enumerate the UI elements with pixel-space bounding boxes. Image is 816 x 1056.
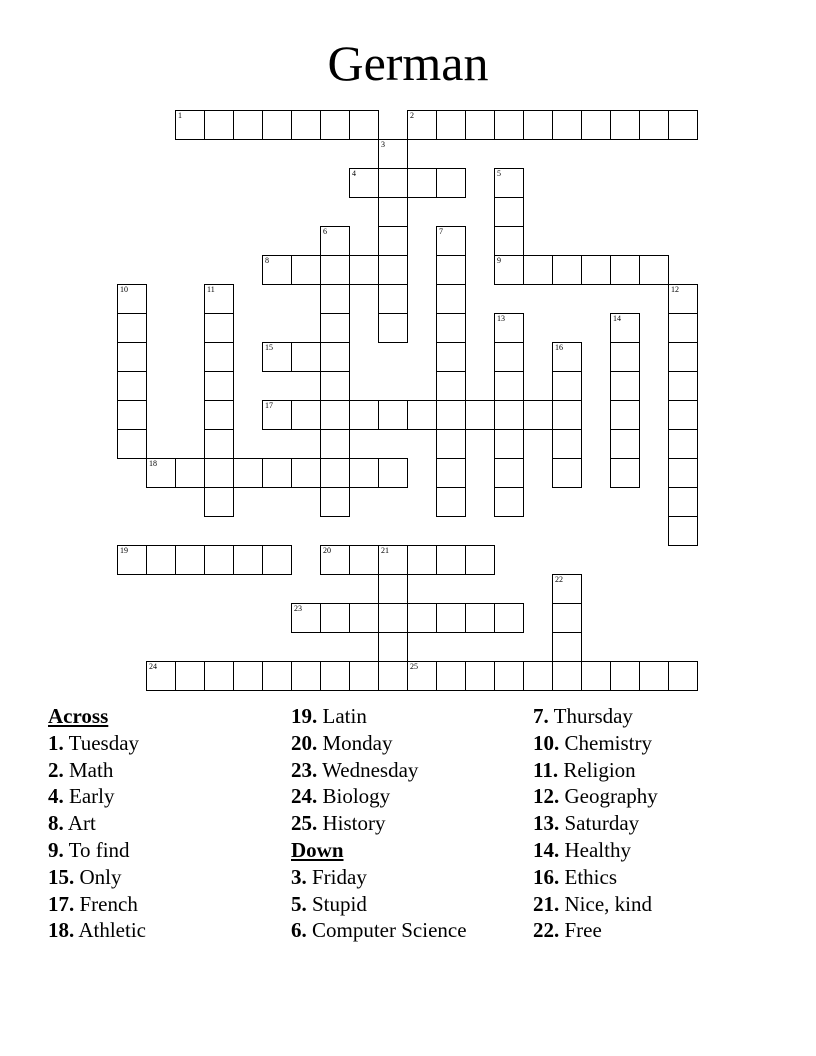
clue-column-3 xyxy=(533,703,658,944)
grid-cell[interactable] xyxy=(320,429,350,459)
clue-number-label: 11. xyxy=(533,757,559,782)
clue-text: Biology xyxy=(317,784,391,809)
grid-cell[interactable] xyxy=(407,168,437,198)
grid-cell[interactable] xyxy=(175,110,205,140)
grid-cell[interactable] xyxy=(436,168,466,198)
clue-number-label: 13. xyxy=(533,811,560,836)
grid-cell[interactable] xyxy=(610,400,640,430)
grid-cell[interactable] xyxy=(436,545,466,575)
grid-cell[interactable] xyxy=(552,110,582,140)
clue-number: 11 xyxy=(207,285,215,294)
clue-column-1 xyxy=(48,703,146,944)
grid-cell[interactable] xyxy=(378,458,408,488)
clue-number-label: 17. xyxy=(48,891,75,916)
grid-cell[interactable] xyxy=(436,661,466,691)
grid-cell[interactable] xyxy=(291,458,321,488)
grid-cell[interactable] xyxy=(378,197,408,227)
clue-text: Stupid xyxy=(306,891,367,916)
grid-cell[interactable] xyxy=(291,661,321,691)
grid-cell[interactable] xyxy=(233,661,263,691)
clue-number: 23 xyxy=(294,604,302,613)
grid-cell[interactable] xyxy=(117,545,147,575)
clue-number: 22 xyxy=(555,575,563,584)
across-clue-19 xyxy=(291,703,467,730)
grid-cell[interactable] xyxy=(436,342,466,372)
grid-cell[interactable] xyxy=(465,661,495,691)
grid-cell[interactable] xyxy=(349,661,379,691)
grid-cell[interactable] xyxy=(291,603,321,633)
grid-cell[interactable] xyxy=(494,429,524,459)
grid-cell[interactable] xyxy=(407,400,437,430)
down-clue-12 xyxy=(533,783,658,810)
grid-cell[interactable] xyxy=(523,110,553,140)
grid-cell[interactable] xyxy=(320,487,350,517)
grid-cell[interactable] xyxy=(262,545,292,575)
grid-cell[interactable] xyxy=(581,661,611,691)
grid-cell[interactable] xyxy=(204,313,234,343)
clue-number: 17 xyxy=(265,401,273,410)
grid-cell[interactable] xyxy=(465,110,495,140)
grid-cell[interactable] xyxy=(494,342,524,372)
clue-text: Latin xyxy=(317,704,367,728)
down-clue-6 xyxy=(291,917,467,944)
grid-cell[interactable] xyxy=(117,400,147,430)
grid-cell[interactable] xyxy=(117,429,147,459)
clue-number: 6 xyxy=(323,227,327,236)
grid-cell[interactable] xyxy=(436,226,466,256)
grid-cell[interactable] xyxy=(494,226,524,256)
clue-text: Math xyxy=(63,757,114,782)
clue-number: 7 xyxy=(439,227,443,236)
clue-text: Monday xyxy=(317,730,393,755)
clue-number: 2 xyxy=(410,111,414,120)
grid-cell[interactable] xyxy=(494,197,524,227)
clue-number: 15 xyxy=(265,343,273,352)
grid-cell[interactable] xyxy=(494,603,524,633)
clue-number-label: 19. xyxy=(291,704,318,728)
grid-cell[interactable] xyxy=(610,110,640,140)
down-clue-11 xyxy=(533,757,658,784)
clue-number-label: 23. xyxy=(291,757,318,782)
grid-cell[interactable] xyxy=(291,400,321,430)
clue-text: Ethics xyxy=(559,864,617,889)
grid-cell[interactable] xyxy=(668,110,698,140)
grid-cell[interactable] xyxy=(494,168,524,198)
grid-cell[interactable] xyxy=(146,545,176,575)
clue-text: Religion xyxy=(558,757,636,782)
across-clue-17 xyxy=(48,891,146,918)
grid-cell[interactable] xyxy=(668,516,698,546)
grid-cell[interactable] xyxy=(668,371,698,401)
clue-number: 21 xyxy=(381,546,389,555)
grid-cell[interactable] xyxy=(552,661,582,691)
clue-number: 18 xyxy=(149,459,157,468)
grid-cell[interactable] xyxy=(378,139,408,169)
clue-text: Thursday xyxy=(548,704,633,728)
clue-number: 25 xyxy=(410,662,418,671)
grid-cell[interactable] xyxy=(204,429,234,459)
grid-cell[interactable] xyxy=(552,371,582,401)
clue-text: Friday xyxy=(306,864,367,889)
grid-cell[interactable] xyxy=(320,110,350,140)
across-clue-20 xyxy=(291,730,467,757)
grid-cell[interactable] xyxy=(146,458,176,488)
grid-cell[interactable] xyxy=(494,313,524,343)
clue-text: Wednesday xyxy=(317,757,419,782)
grid-cell[interactable] xyxy=(117,371,147,401)
clue-number: 24 xyxy=(149,662,157,671)
grid-cell[interactable] xyxy=(668,487,698,517)
clue-text: To find xyxy=(63,837,130,862)
grid-cell[interactable] xyxy=(610,458,640,488)
down-clue-3 xyxy=(291,864,467,891)
grid-cell[interactable] xyxy=(552,574,582,604)
grid-cell[interactable] xyxy=(494,400,524,430)
grid-cell[interactable] xyxy=(349,458,379,488)
down-clue-5 xyxy=(291,891,467,918)
grid-cell[interactable] xyxy=(581,255,611,285)
clue-number: 13 xyxy=(497,314,505,323)
clue-number: 8 xyxy=(265,256,269,265)
grid-cell[interactable] xyxy=(639,661,669,691)
clue-text: History xyxy=(317,811,386,836)
across-clue-list-continued xyxy=(291,703,467,837)
clue-number-label: 25. xyxy=(291,811,318,836)
grid-cell[interactable] xyxy=(552,429,582,459)
grid-cell[interactable] xyxy=(349,168,379,198)
grid-cell[interactable] xyxy=(320,284,350,314)
clue-text: Only xyxy=(74,864,122,889)
grid-cell[interactable] xyxy=(378,313,408,343)
clue-number-label: 9. xyxy=(48,837,64,862)
grid-cell[interactable] xyxy=(610,661,640,691)
across-clue-list xyxy=(48,730,146,944)
grid-cell[interactable] xyxy=(436,603,466,633)
grid-cell[interactable] xyxy=(465,603,495,633)
clue-number-label: 8. xyxy=(48,811,64,836)
across-clue-9 xyxy=(48,837,146,864)
grid-cell[interactable] xyxy=(349,603,379,633)
across-clue-1 xyxy=(48,730,146,757)
grid-cell[interactable] xyxy=(436,313,466,343)
grid-cell[interactable] xyxy=(581,110,611,140)
grid-cell[interactable] xyxy=(407,603,437,633)
grid-cell[interactable] xyxy=(117,342,147,372)
grid-cell[interactable] xyxy=(436,429,466,459)
clue-number: 14 xyxy=(613,314,621,323)
clue-number-label: 14. xyxy=(533,837,560,862)
clue-number-label: 1. xyxy=(48,730,64,755)
grid-cell[interactable] xyxy=(233,110,263,140)
clue-text: Chemistry xyxy=(559,730,652,755)
grid-cell[interactable] xyxy=(349,545,379,575)
grid-cell[interactable] xyxy=(668,342,698,372)
grid-cell[interactable] xyxy=(204,545,234,575)
grid-cell[interactable] xyxy=(320,371,350,401)
clue-number-label: 15. xyxy=(48,864,75,889)
grid-cell[interactable] xyxy=(204,661,234,691)
grid-cell[interactable] xyxy=(610,313,640,343)
grid-cell[interactable] xyxy=(378,661,408,691)
grid-cell[interactable] xyxy=(117,313,147,343)
across-clue-24 xyxy=(291,783,467,810)
grid-cell[interactable] xyxy=(175,661,205,691)
clue-text: Healthy xyxy=(559,837,631,862)
grid-cell[interactable] xyxy=(494,458,524,488)
grid-cell[interactable] xyxy=(668,284,698,314)
clue-number: 4 xyxy=(352,169,356,178)
grid-cell[interactable] xyxy=(378,284,408,314)
grid-cell[interactable] xyxy=(233,458,263,488)
across-clue-2 xyxy=(48,757,146,784)
grid-cell[interactable] xyxy=(668,458,698,488)
grid-cell[interactable] xyxy=(552,255,582,285)
grid-cell[interactable] xyxy=(436,371,466,401)
clue-text: Geography xyxy=(559,784,658,809)
clue-text: Nice, kind xyxy=(559,891,652,916)
down-clue-14 xyxy=(533,837,658,864)
clue-number: 5 xyxy=(497,169,501,178)
grid-cell[interactable] xyxy=(320,313,350,343)
grid-cell[interactable] xyxy=(204,400,234,430)
grid-cell[interactable] xyxy=(291,110,321,140)
down-clue-22 xyxy=(533,917,658,944)
grid-cell[interactable] xyxy=(378,603,408,633)
across-clue-23 xyxy=(291,757,467,784)
grid-cell[interactable] xyxy=(523,661,553,691)
across-clue-4 xyxy=(48,783,146,810)
grid-cell[interactable] xyxy=(610,371,640,401)
grid-cell[interactable] xyxy=(610,255,640,285)
grid-cell[interactable] xyxy=(610,342,640,372)
grid-cell[interactable] xyxy=(175,545,205,575)
clue-number-label: 18. xyxy=(48,918,75,943)
clue-number: 10 xyxy=(120,285,128,294)
grid-cell[interactable] xyxy=(320,226,350,256)
grid-cell[interactable] xyxy=(204,487,234,517)
grid-cell[interactable] xyxy=(494,255,524,285)
down-clue-16 xyxy=(533,864,658,891)
grid-cell[interactable] xyxy=(436,458,466,488)
clue-number-label: 12. xyxy=(533,784,560,809)
clue-number-label: 16. xyxy=(533,864,560,889)
grid-cell[interactable] xyxy=(262,400,292,430)
grid-cell[interactable] xyxy=(204,458,234,488)
grid-cell[interactable] xyxy=(552,400,582,430)
down-clue-21 xyxy=(533,891,658,918)
grid-cell[interactable] xyxy=(552,342,582,372)
grid-cell[interactable] xyxy=(668,313,698,343)
grid-cell[interactable] xyxy=(378,545,408,575)
grid-cell[interactable] xyxy=(262,110,292,140)
grid-cell[interactable] xyxy=(465,400,495,430)
grid-cell[interactable] xyxy=(291,342,321,372)
grid-cell[interactable] xyxy=(436,487,466,517)
across-clue-18 xyxy=(48,917,146,944)
grid-cell[interactable] xyxy=(320,342,350,372)
grid-cell[interactable] xyxy=(407,110,437,140)
grid-cell[interactable] xyxy=(175,458,205,488)
grid-cell[interactable] xyxy=(407,661,437,691)
grid-cell[interactable] xyxy=(494,487,524,517)
grid-cell[interactable] xyxy=(494,371,524,401)
clue-text: Early xyxy=(63,784,115,809)
grid-cell[interactable] xyxy=(262,458,292,488)
clue-number: 3 xyxy=(381,140,385,149)
grid-cell[interactable] xyxy=(639,110,669,140)
grid-cell[interactable] xyxy=(407,545,437,575)
across-clue-8 xyxy=(48,810,146,837)
grid-cell[interactable] xyxy=(436,284,466,314)
clue-number-label: 5. xyxy=(291,891,307,916)
grid-cell[interactable] xyxy=(552,632,582,662)
clue-number-label: 22. xyxy=(533,918,560,943)
clue-number-label: 10. xyxy=(533,730,560,755)
grid-cell[interactable] xyxy=(378,632,408,662)
grid-cell[interactable] xyxy=(320,255,350,285)
grid-cell[interactable] xyxy=(320,661,350,691)
clue-number-label: 20. xyxy=(291,730,318,755)
down-clue-7 xyxy=(533,703,658,730)
across-clue-15 xyxy=(48,864,146,891)
clue-number: 20 xyxy=(323,546,331,555)
clue-number-label: 6. xyxy=(291,918,307,943)
grid-cell[interactable] xyxy=(146,661,176,691)
grid-cell[interactable] xyxy=(552,458,582,488)
clue-number-label: 3. xyxy=(291,864,307,889)
clue-number: 1 xyxy=(178,111,182,120)
clue-text: Tuesday xyxy=(63,730,140,755)
clue-text: Art xyxy=(63,811,96,836)
grid-cell[interactable] xyxy=(262,255,292,285)
grid-cell[interactable] xyxy=(494,110,524,140)
grid-cell[interactable] xyxy=(610,429,640,459)
clue-number-label: 24. xyxy=(291,784,318,809)
across-heading: Across xyxy=(48,704,109,728)
grid-cell[interactable] xyxy=(668,661,698,691)
clue-column-2 xyxy=(291,703,467,944)
grid-cell[interactable] xyxy=(349,400,379,430)
grid-cell[interactable] xyxy=(204,342,234,372)
clue-text: Computer Science xyxy=(306,918,467,943)
grid-cell[interactable] xyxy=(523,400,553,430)
grid-cell[interactable] xyxy=(262,342,292,372)
grid-cell[interactable] xyxy=(233,545,263,575)
grid-cell[interactable] xyxy=(378,400,408,430)
grid-cell[interactable] xyxy=(436,255,466,285)
clue-text: Athletic xyxy=(74,918,146,943)
grid-cell[interactable] xyxy=(291,255,321,285)
down-clue-10 xyxy=(533,730,658,757)
grid-cell[interactable] xyxy=(378,574,408,604)
clue-number-label: 2. xyxy=(48,757,64,782)
clue-number: 12 xyxy=(671,285,679,294)
clue-number: 19 xyxy=(120,546,128,555)
grid-cell[interactable] xyxy=(378,226,408,256)
grid-cell[interactable] xyxy=(465,545,495,575)
grid-cell[interactable] xyxy=(436,110,466,140)
grid-cell[interactable] xyxy=(320,545,350,575)
grid-cell[interactable] xyxy=(204,371,234,401)
grid-cell[interactable] xyxy=(204,284,234,314)
down-clue-13 xyxy=(533,810,658,837)
grid-cell[interactable] xyxy=(523,255,553,285)
grid-cell[interactable] xyxy=(320,603,350,633)
clue-text: Saturday xyxy=(559,811,640,836)
clue-number-label: 4. xyxy=(48,784,64,809)
grid-cell[interactable] xyxy=(117,284,147,314)
grid-cell[interactable] xyxy=(349,110,379,140)
grid-cell[interactable] xyxy=(320,400,350,430)
clue-number-label: 21. xyxy=(533,891,560,916)
clue-text: Free xyxy=(559,918,602,943)
clue-number: 16 xyxy=(555,343,563,352)
grid-cell[interactable] xyxy=(378,168,408,198)
clue-text: French xyxy=(74,891,138,916)
puzzle-title: German xyxy=(327,35,489,91)
grid-cell[interactable] xyxy=(378,255,408,285)
grid-cell[interactable] xyxy=(552,603,582,633)
down-clue-list xyxy=(291,864,467,944)
clue-number-label: 7. xyxy=(533,704,549,728)
across-clue-25 xyxy=(291,810,467,837)
grid-cell[interactable] xyxy=(436,400,466,430)
grid-cell[interactable] xyxy=(668,400,698,430)
down-clue-list-continued xyxy=(533,703,658,944)
grid-cell[interactable] xyxy=(262,661,292,691)
grid-cell[interactable] xyxy=(320,458,350,488)
clue-number: 9 xyxy=(497,256,501,265)
grid-cell[interactable] xyxy=(349,255,379,285)
grid-cell[interactable] xyxy=(204,110,234,140)
grid-cell[interactable] xyxy=(639,255,669,285)
grid-cell[interactable] xyxy=(668,429,698,459)
down-heading: Down xyxy=(291,837,344,862)
grid-cell[interactable] xyxy=(494,661,524,691)
